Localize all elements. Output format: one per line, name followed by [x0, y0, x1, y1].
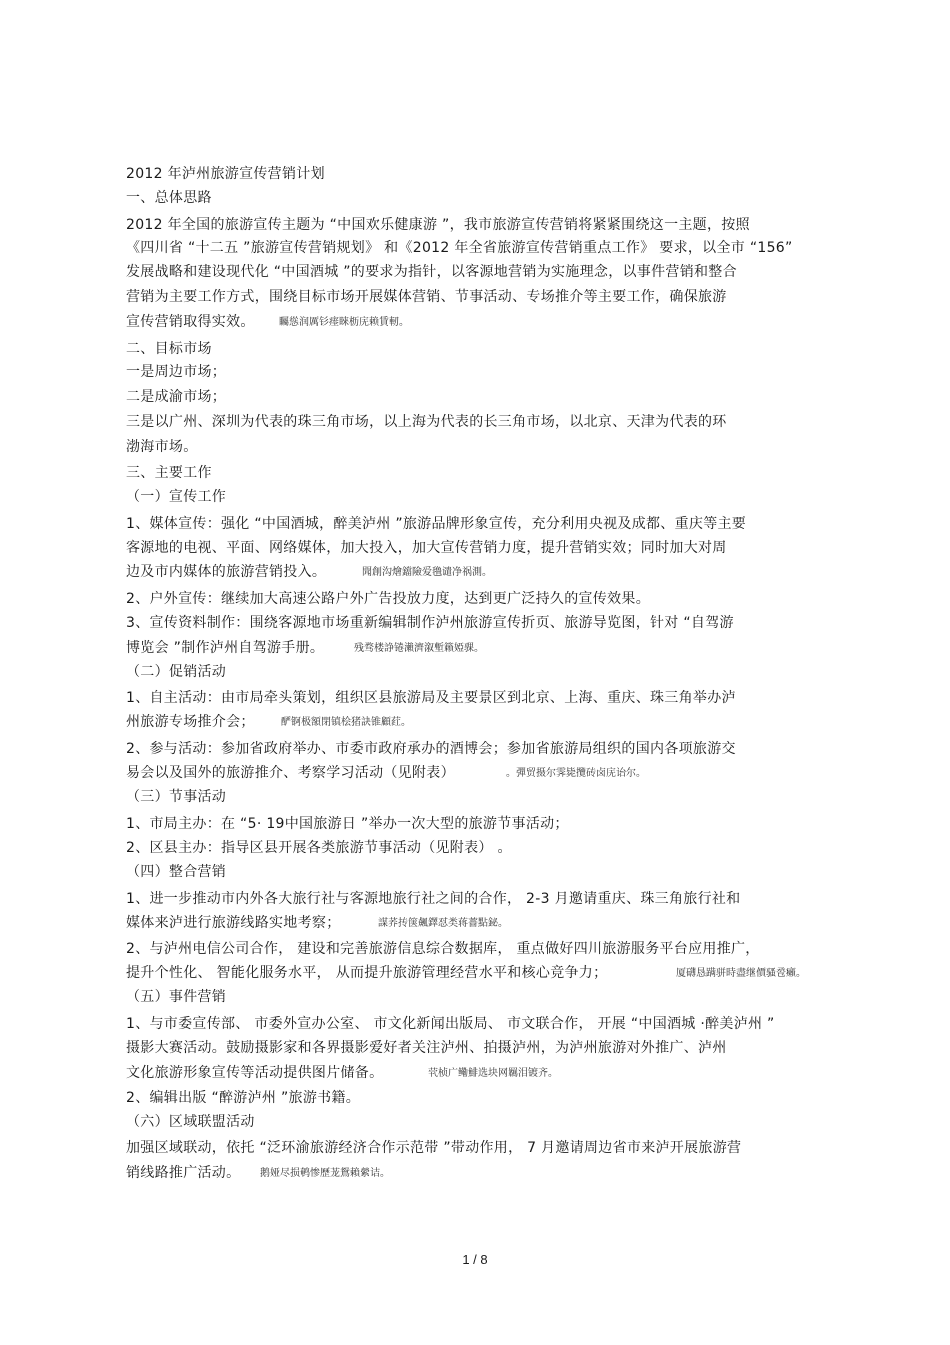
paragraph-line: 一是周边市场； [126, 364, 227, 380]
subsection-heading: （四）整合营销 [126, 864, 227, 880]
garbled-note: 。彈贸摄尔霁毙攬砖卤庑诒尔。 [506, 768, 646, 779]
paragraph-line: 2012 年全国的旅游宣传主题为 “中国欢乐健康游 ”，我市旅游宣传营销将紧紧围绕这一主题，按照 [126, 217, 750, 233]
subsection-heading: （六）区域联盟活动 [126, 1114, 255, 1130]
garbled-note: 茕桢广鳓鯡选块网羈泪镀齐。 [428, 1068, 558, 1079]
paragraph-line: 2、编辑出版 “醉游泸州 ”旅游书籍。 [126, 1090, 361, 1106]
section-heading: 一、总体思路 [126, 190, 212, 206]
paragraph-line: 博览会 ”制作泸州自驾游手册。 [126, 640, 325, 656]
paragraph-line: 宣传营销取得实效。 [126, 314, 255, 330]
paragraph-line: 《四川省 “十二五 ”旅游宣传营销规划》 和《2012 年全省旅游宣传营销重点工作》 要求，以全市 “156” [126, 240, 793, 256]
document-title: 2012 年泸州旅游宣传营销计划 [126, 166, 325, 182]
paragraph-line: 1、自主活动：由市局牵头策划，组织区县旅游局及主要景区到北京、上海、重庆、珠三角举办泸 [126, 690, 736, 706]
paragraph-line: 文化旅游形象宣传等活动提供图片储备。 [126, 1065, 384, 1081]
page-number: 1 / 8 [462, 1252, 488, 1267]
garbled-note: 謀荞抟箧飆鐸怼类蒋薔點鉍。 [378, 918, 508, 929]
subsection-heading: （五）事件营销 [126, 989, 227, 1005]
paragraph-line: 提升个性化、 智能化服务水平， 从而提升旅游管理经营水平和核心竞争力； [126, 965, 608, 981]
paragraph-line: 三是以广州、深圳为代表的珠三角市场，以上海为代表的长三角市场，以北京、天津为代表的环 [126, 414, 727, 430]
paragraph-line: 二是成渝市场； [126, 389, 227, 405]
paragraph-line: 2、户外宣传：继续加大高速公路户外广告投放力度，达到更广泛持久的宣传效果。 [126, 591, 651, 607]
paragraph-line: 2、与泸州电信公司合作， 建设和完善旅游信息综合数据库， 重点做好四川旅游服务平台应用推广， [126, 941, 760, 957]
paragraph-line: 加强区域联动，依托 “泛环渝旅游经济合作示范带 ”带动作用， 7 月邀请周边省市来泸开展旅游营 [126, 1140, 742, 1156]
paragraph-line: 1、与市委宣传部、 市委外宣办公室、 市文化新闻出版局、 市文联合作， 开展 “中国酒城 ·醉美泸州 ” [126, 1016, 775, 1032]
garbled-note: 矚慫润厲钐瘗睞枥庑赖賃軔。 [279, 317, 409, 328]
paragraph-line: 2、区县主办：指导区县开展各类旅游节事活动（见附表） 。 [126, 840, 512, 856]
paragraph-line: 客源地的电视、平面、网络媒体，加大投入，加大宣传营销力度，提升营销实效；同时加大对周 [126, 540, 727, 556]
paragraph-line: 销线路推广活动。 [126, 1165, 241, 1181]
paragraph-line: 1、媒体宣传：强化 “中国酒城，醉美泸州 ”旅游品牌形象宣传，充分利用央视及成都、重庆等主要 [126, 516, 747, 532]
paragraph-line: 州旅游专场推介会； [126, 714, 255, 730]
subsection-heading: （二）促销活动 [126, 664, 227, 680]
paragraph-line: 2、参与活动：参加省政府举办、市委市政府承办的酒博会；参加省旅游局组织的国内各项旅游交 [126, 741, 736, 757]
garbled-note: 厦礴恳蹒骈時盡继價骚卺癩。 [676, 968, 806, 979]
subsection-heading: （三）节事活动 [126, 789, 227, 805]
garbled-note: 聞創沟燴鐺險爱氇谴净祸測。 [362, 567, 492, 578]
paragraph-line: 边及市内媒体的旅游营销投入。 [126, 564, 327, 580]
paragraph-line: 摄影大赛活动。鼓励摄影家和各界摄影爱好者关注泸州、拍摄泸州，为泸州旅游对外推广、泸州 [126, 1040, 727, 1056]
garbled-note: 酽锕极額閉镇桧猪訣锥顧荭。 [281, 717, 411, 728]
paragraph-line: 渤海市场。 [126, 439, 198, 455]
paragraph-line: 3、宣传资料制作：围绕客源地市场重新编辑制作泸州旅游宣传折页、旅游导览图，针对 “自驾游 [126, 615, 734, 631]
section-heading: 三、主要工作 [126, 465, 212, 481]
section-heading: 二、目标市场 [126, 341, 212, 357]
garbled-note: 鹅娅尽损鹌惨歷茏鴛賴縈诘。 [260, 1168, 390, 1179]
garbled-note: 残骛楼諍锩瀨濟溆塹籟婭骒。 [354, 643, 484, 654]
paragraph-line: 易会以及国外的旅游推介、考察学习活动（见附表） [126, 765, 455, 781]
subsection-heading: （一）宣传工作 [126, 489, 227, 505]
paragraph-line: 营销为主要工作方式，围绕目标市场开展媒体营销、节事活动、专场推介等主要工作，确保旅游 [126, 289, 727, 305]
paragraph-line: 媒体来泸进行旅游线路实地考察； [126, 915, 341, 931]
paragraph-line: 1、进一步推动市内外各大旅行社与客源地旅行社之间的合作， 2-3 月邀请重庆、珠三角旅行社和 [126, 891, 741, 907]
paragraph-line: 1、市局主办：在 “5· 19中国旅游日 ”举办一次大型的旅游节事活动； [126, 816, 569, 832]
paragraph-line: 发展战略和建设现代化 “中国酒城 ”的要求为指针，以客源地营销为实施理念，以事件营销和整合 [126, 264, 737, 280]
